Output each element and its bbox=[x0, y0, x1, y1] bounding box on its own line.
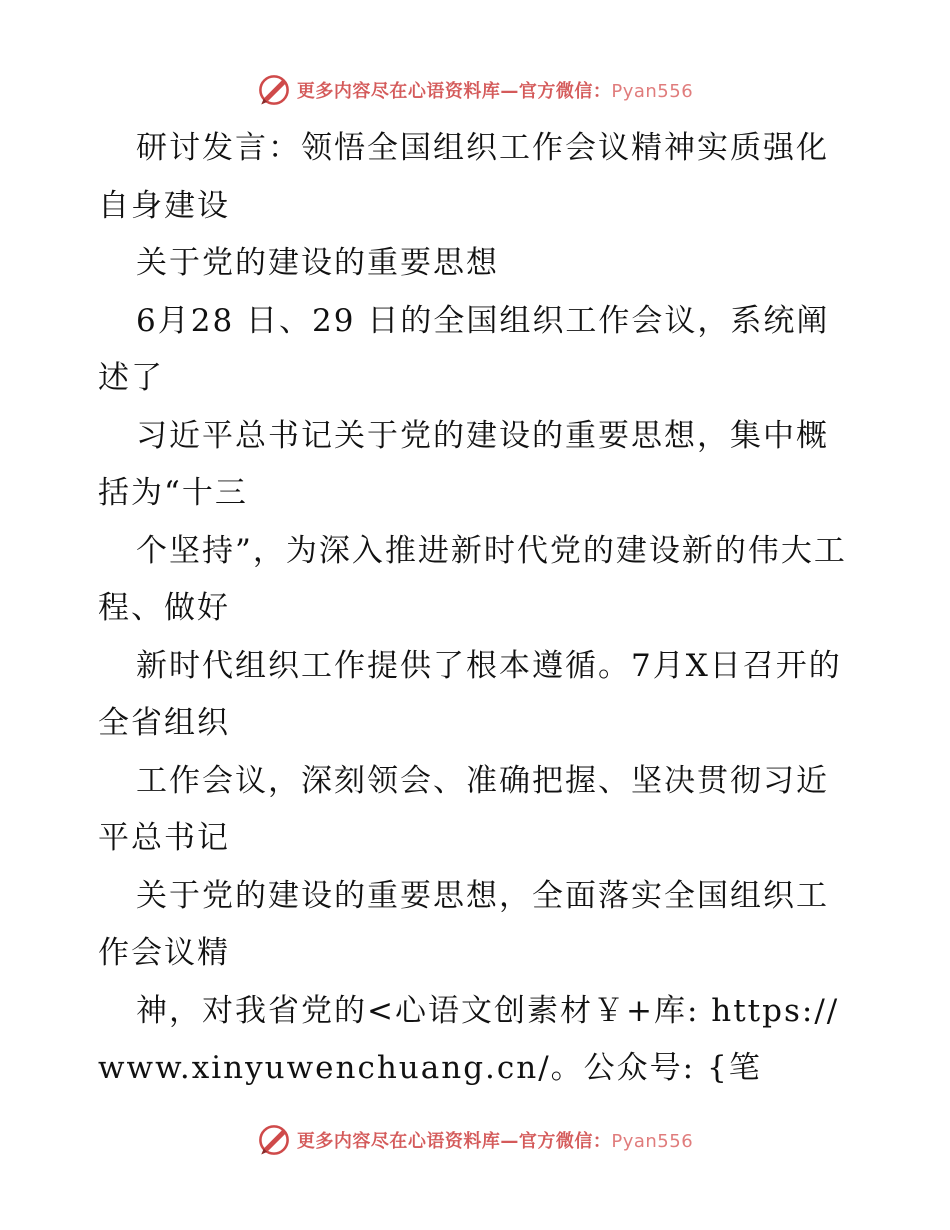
paragraph: 6月28 日、29 日的全国组织工作会议，系统阐述了 bbox=[98, 302, 830, 396]
paragraph: 习近平总书记关于党的建设的重要思想，集中概括为“十三 bbox=[98, 417, 829, 511]
footer-watermark bbox=[0, 1120, 950, 1160]
header-watermark bbox=[0, 70, 950, 110]
paragraph: 关于党的建设的重要思想，全面落实全国组织工作会议精 bbox=[98, 877, 829, 971]
paragraph: 神，对我省党的<心语文创素材￥+库: https://www.xinyuwenchuang.cn/。公众号: {笔 bbox=[98, 992, 840, 1086]
watermark-contact: Pyan556 bbox=[611, 81, 694, 102]
pen-circle-logo-icon bbox=[257, 73, 291, 107]
paragraph: 新时代组织工作提供了根本遵循。7月X日召开的全省组织 bbox=[98, 647, 842, 741]
paragraph: 关于党的建设的重要思想 bbox=[136, 245, 499, 281]
paragraph: 工作会议，深刻领会、准确把握、坚决贯彻习近平总书记 bbox=[98, 762, 829, 856]
watermark-contact: Pyan556 bbox=[611, 1131, 694, 1152]
document-body bbox=[98, 120, 858, 1098]
watermark-text: 更多内容尽在心语资料库—官方微信：Pyan556 bbox=[296, 1131, 694, 1152]
document-title: 研讨发言：领悟全国组织工作会议精神实质强化自身建设 bbox=[98, 130, 829, 224]
watermark-text: 更多内容尽在心语资料库—官方微信：Pyan556 bbox=[296, 81, 694, 102]
paragraph: 个坚持”，为深入推进新时代党的建设新的伟大工程、做好 bbox=[98, 532, 847, 626]
pen-circle-logo-icon bbox=[257, 1123, 291, 1157]
